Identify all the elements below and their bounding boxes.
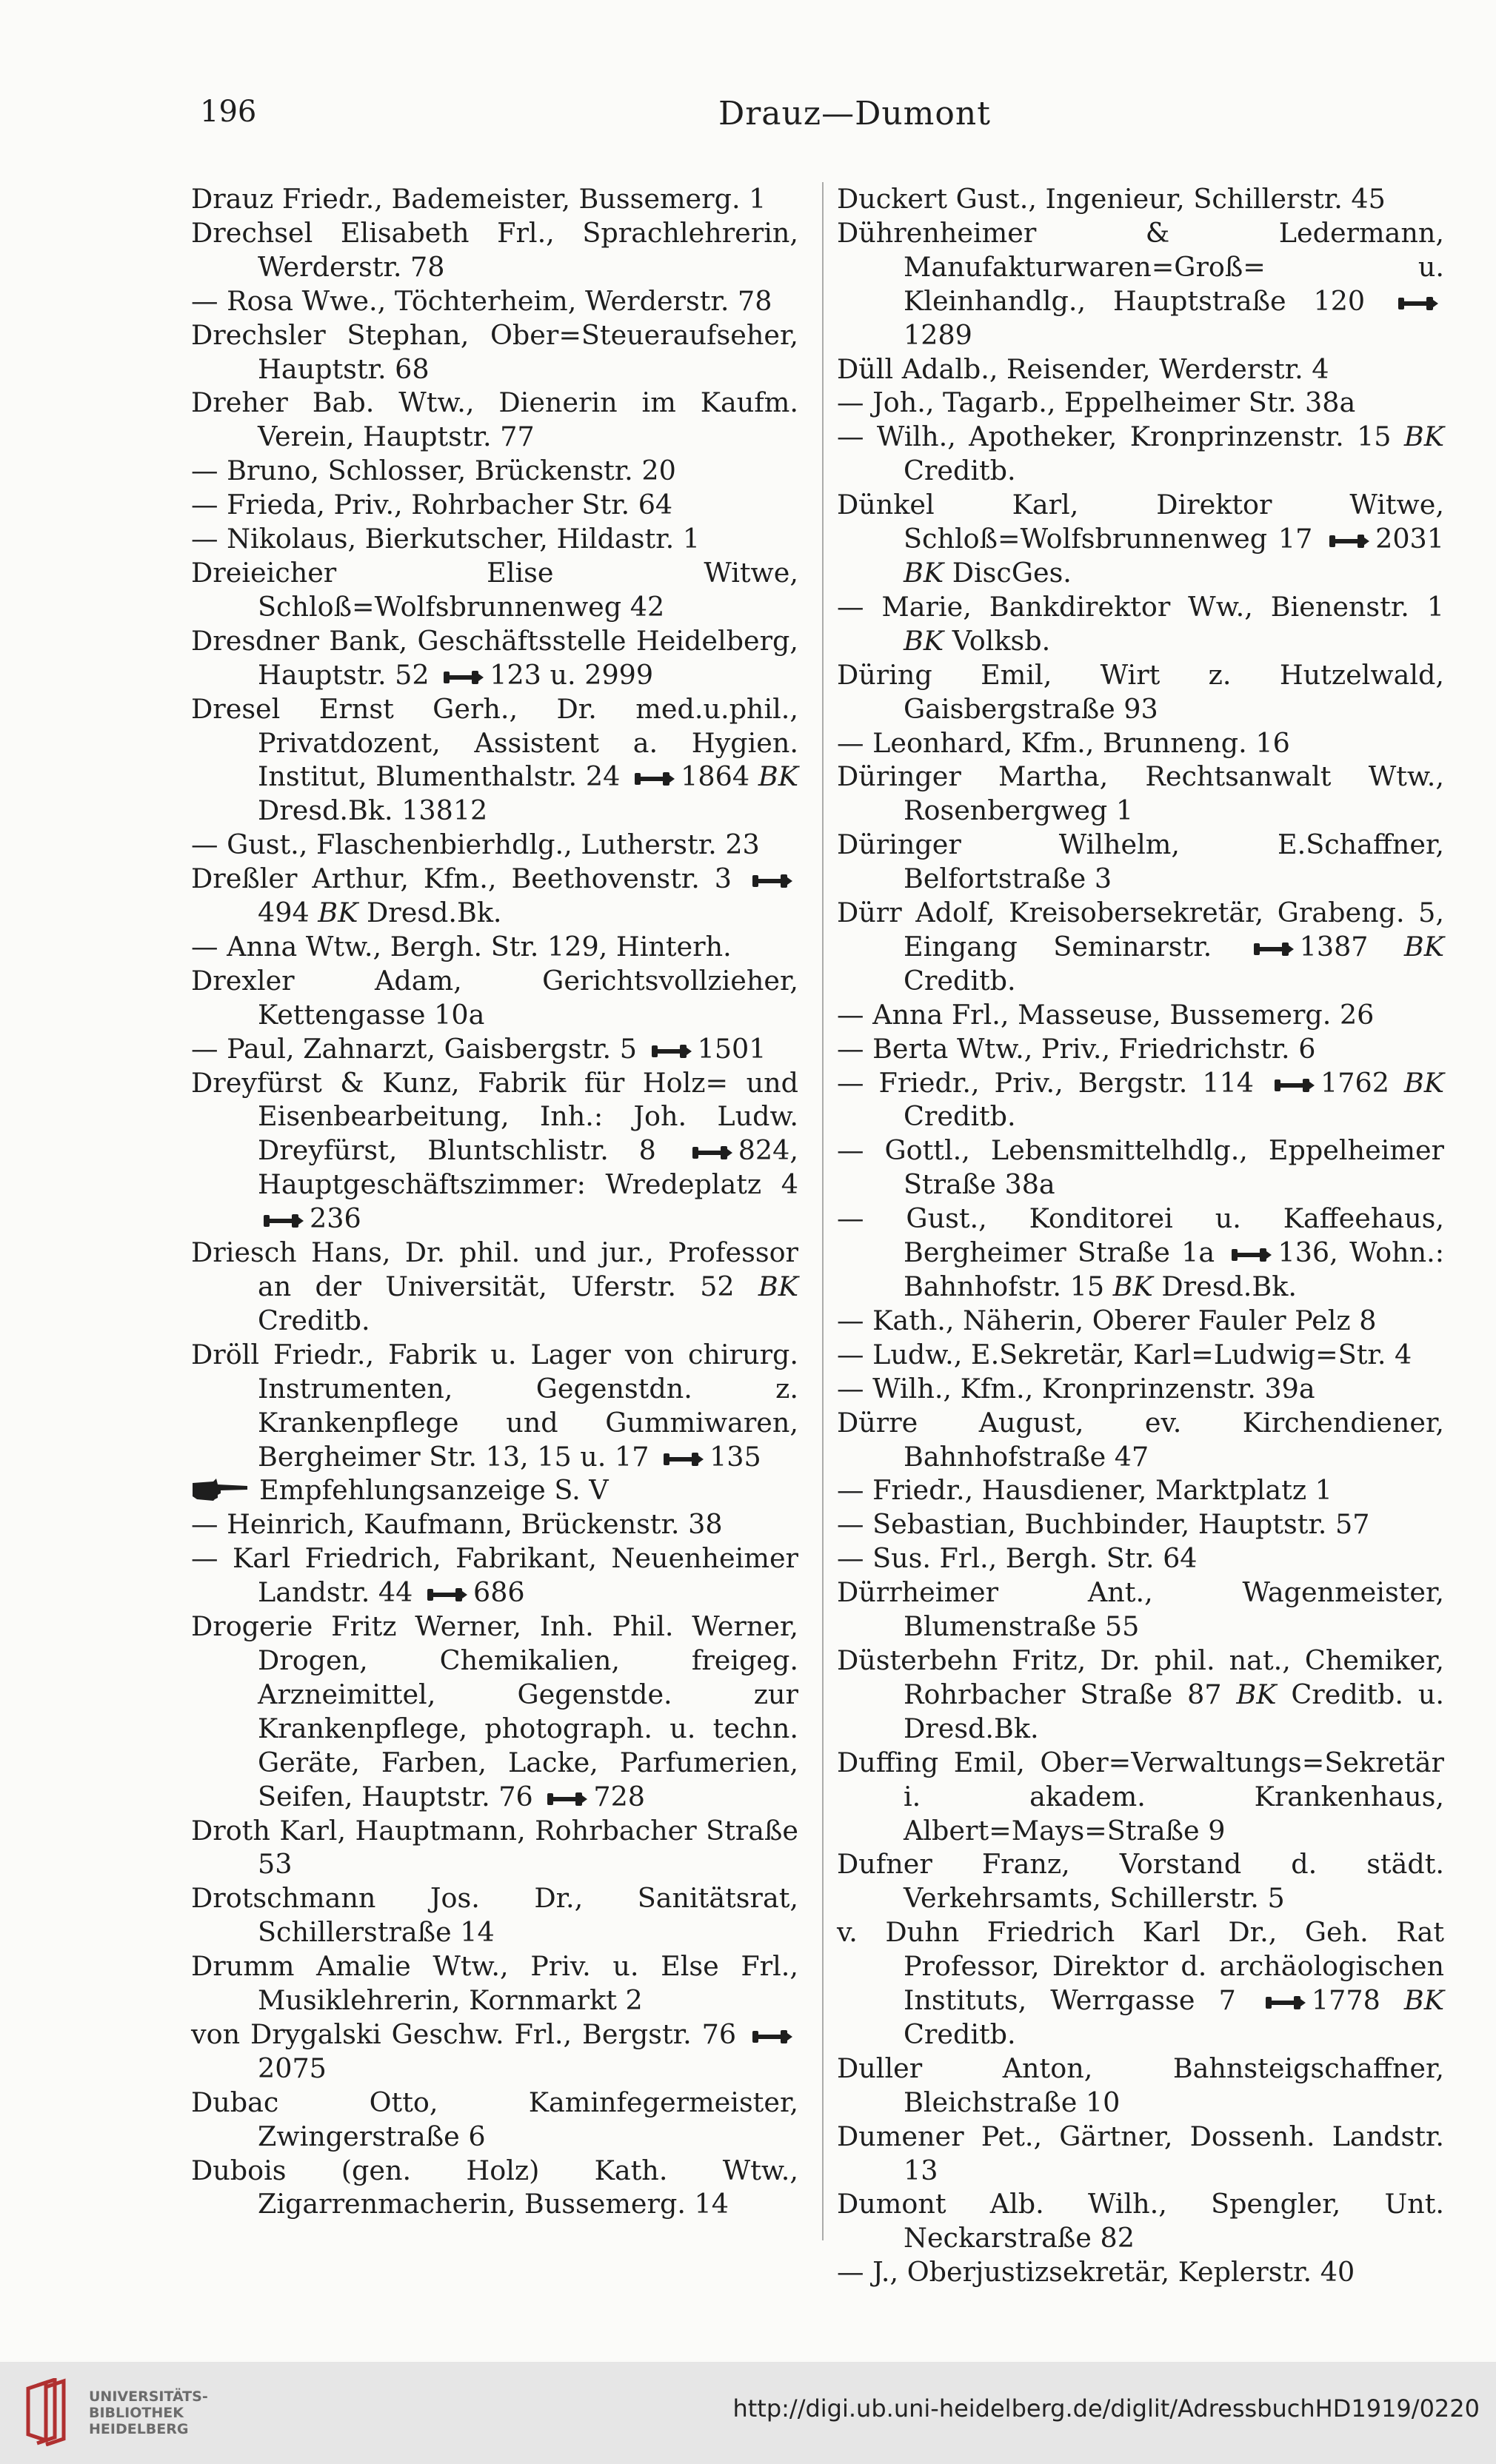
directory-entry [837,1644,1444,1746]
pointing-hand-icon [191,1477,249,1502]
entry-text: Dürr Adolf, Kreisobersekretär, Grabeng. 5, Eingang Seminarstr. [837,897,1444,962]
bank-code: BK [904,556,944,589]
directory-entry [837,1304,1444,1338]
column-divider [822,182,824,2240]
directory-entry [837,1746,1444,1848]
directory-entry [837,386,1444,420]
directory-entry [837,1406,1444,1474]
phone-number: 494 [258,897,310,929]
entry-text: Droth Karl, Hauptmann, Rohrbacher Straße 53 [191,1814,798,1881]
directory-entry [191,692,798,828]
entry-text: Duckert Gust., Ingenieur, Schillerstr. 45 [837,183,1386,215]
bank-code: BK [1236,1678,1277,1710]
directory-entry [191,1066,798,1236]
entry-text: Driesch Hans, Dr. phil. und jur., Professor an der Universität, Uferstr. 52 [191,1236,798,1302]
entry-note: Creditb. [904,964,1016,997]
entry-text: Dünkel Karl, Direktor Witwe, Schloß=Wolfsbrunnenweg 17 [837,489,1444,555]
directory-entry [191,1236,798,1338]
directory-entry [837,726,1444,760]
directory-entry [191,2018,798,2086]
telephone-icon [751,873,794,889]
directory-entry [191,318,798,386]
entry-note: Dresd.Bk. [1161,1270,1297,1302]
entry-text: — Marie, Bankdirektor Ww., Bienenstr. 1 [837,590,1444,623]
phone-number: 728 [593,1780,646,1812]
entry-text: Dreieicher Elise Witwe, Schloß=Wolfsbrunnenweg 42 [191,556,798,623]
entry-text: Duller Anton, Bahnsteigschaffner, Bleichstraße 10 [837,2052,1444,2118]
entry-note: Dresd.Bk. [258,794,393,827]
entry-note: Creditb. [904,455,1016,487]
bank-code: BK [1403,1066,1445,1099]
entry-text: — Joh., Tagarb., Eppelheimer Str. 38a [837,386,1356,419]
phone-number: 1289 [904,318,972,351]
entry-text: Dresdner Bank, Geschäftsstelle Heidelberg, Hauptstr. 52 [191,624,798,691]
entry-text: Düringer Martha, Rechtsanwalt Wtw., Rosenbergweg 1 [837,760,1444,827]
phone-number: 236 [310,1202,361,1235]
phone-number: 136, Wohn.: [1278,1236,1444,1269]
directory-entry [837,2120,1444,2188]
directory-entry [191,1881,798,1949]
entry-text: — Leonhard, Kfm., Brunneng. 16 [837,726,1290,759]
entry-text: Dührenheimer & Ledermann, Manufakturwaren=Groß= u. Kleinhandlg., Hauptstraße 120 [837,216,1444,317]
library-name-line: HEIDELBERG [89,2421,189,2437]
telephone-icon [442,669,485,686]
entry-text: — Nikolaus, Bierkutscher, Hildastr. 1 [191,523,701,555]
directory-entry [191,964,798,1032]
directory-entry [191,1473,798,1507]
library-name-line: UNIVERSITÄTS- [89,2388,208,2405]
entry-text: — Gust., Flaschenbierhdlg., Lutherstr. 23 [191,828,760,861]
entry-text: — Sebastian, Buchbinder, Hauptstr. 57 [837,1508,1370,1541]
directory-entry [191,1610,798,1813]
entry-text: Dresel Ernst Gerh., Dr. med.u.phil., Privatdozent, Assistent a. Hygien. Institut, Blumenthalstr. 24 [191,692,798,793]
entry-text: Dufner Franz, Vorstand d. städt. Verkehrsamts, Schillerstr. 5 [837,1848,1444,1915]
directory-entry [191,1032,798,1066]
directory-entry [191,386,798,454]
university-library-logo-icon [21,2378,80,2446]
entry-text: — Frieda, Priv., Rohrbacher Str. 64 [191,489,673,521]
entry-text: Empfehlungsanzeige S. V [259,1474,609,1507]
entry-text: — Anna Frl., Masseuse, Bussemerg. 26 [837,998,1375,1031]
telephone-icon [426,1587,469,1603]
entry-text: Drogerie Fritz Werner, Inh. Phil. Werner, Drogen, Chemikalien, freigeg. Arzneimittel, Gegenstde. zur Krankenpflege, photograph. u. techn. Geräte, Farben, Lacke, Parfumerien, Seifen, Hauptstr. 76 [191,1610,798,1812]
directory-entry [837,1915,1444,2052]
bank-code: BK [904,624,944,657]
telephone-icon [633,771,676,787]
entry-note: Volksb. [952,624,1051,657]
directory-entry [191,1541,798,1610]
entry-note: Creditb. u. Dresd.Bk. [904,1678,1444,1744]
entry-text: Drexler Adam, Gerichtsvollzieher, Kettengasse 10a [191,964,798,1031]
entry-text: — Ludw., E.Sekretär, Karl=Ludwig=Str. 4 [837,1338,1412,1370]
entry-text: — Gust., Konditorei u. Kaffeehaus, Bergheimer Straße 1a [837,1202,1444,1269]
postal-check-number: 13812 [401,794,488,827]
directory-entry [191,488,798,522]
entry-text: — Heinrich, Kaufmann, Brückenstr. 38 [191,1508,723,1541]
telephone-icon [691,1145,734,1161]
directory-entry [837,420,1444,488]
phone-number: 824, [738,1134,798,1167]
page-number: 196 [200,95,257,129]
directory-entry [191,522,798,556]
telephone-icon [1397,295,1440,312]
directory-entry [191,556,798,624]
directory-entry [837,2187,1444,2255]
bank-code: BK [1112,1270,1153,1302]
entry-note: DiscGes. [952,556,1072,589]
entry-note: Dresd.Bk. [366,897,502,929]
directory-entry [191,1814,798,1882]
directory-entry [837,2255,1444,2289]
phone-number: 1387 [1299,930,1369,962]
directory-entry [837,998,1444,1032]
directory-entry [837,1338,1444,1372]
entry-note: Hauptgeschäftszimmer: Wredeplatz 4 [258,1168,798,1201]
entry-note: Creditb. [904,2018,1016,2050]
directory-entry [191,930,798,964]
entry-text: — Karl Friedrich, Fabrikant, Neuenheimer Landstr. 44 [191,1542,798,1609]
phone-number: 1762 [1320,1066,1389,1099]
telephone-icon [546,1791,589,1807]
directory-entry [191,182,798,216]
entry-text: Drechsler Stephan, Ober=Steueraufseher, Hauptstr. 68 [191,318,798,385]
directory-entry [837,182,1444,216]
bank-code: BK [1403,930,1444,962]
telephone-icon [1230,1247,1273,1263]
directory-entry [191,862,798,930]
entry-text: — Paul, Zahnarzt, Gaisbergstr. 5 [191,1032,637,1065]
directory-entry [837,1202,1444,1304]
directory-entry [837,760,1444,828]
phone-number: 1864 [681,760,750,793]
directory-entry [837,1507,1444,1541]
library-footer [0,2362,1496,2464]
phone-number: 123 u. 2999 [490,658,654,691]
entry-text: — Kath., Näherin, Oberer Fauler Pelz 8 [837,1304,1377,1336]
phone-number: 135 [709,1440,761,1473]
entry-text: Düsterbehn Fritz, Dr. phil. nat., Chemiker, Rohrbacher Straße 87 [837,1644,1444,1710]
library-name [89,2388,208,2437]
entry-text: Drechsel Elisabeth Frl., Sprachlehrerin, Werderstr. 78 [191,216,798,283]
directory-entry [837,658,1444,726]
entry-text: Dumener Pet., Gärtner, Dossenh. Landstr. 13 [837,2120,1444,2186]
telephone-icon [650,1043,693,1059]
entry-text: — Wilh., Kfm., Kronprinzenstr. 39a [837,1372,1315,1405]
telephone-icon [1273,1077,1316,1094]
entry-text: Dürre August, ev. Kirchendiener, Bahnhofstraße 47 [837,1406,1444,1473]
phone-number: 686 [472,1576,525,1609]
directory-entry [837,2052,1444,2120]
telephone-icon [662,1451,705,1467]
directory-entry [837,1847,1444,1915]
entry-text: von Drygalski Geschw. Frl., Bergstr. 76 [191,2018,737,2050]
entry-text: — Berta Wtw., Priv., Friedrichstr. 6 [837,1032,1316,1065]
directory-entry [837,488,1444,590]
directory-entry [837,1372,1444,1406]
entry-text: Duffing Emil, Ober=Verwaltungs=Sekretär i. akadem. Krankenhaus, Albert=Mays=Straße 9 [837,1746,1444,1847]
directory-entry [837,590,1444,658]
bank-code: BK [1403,1984,1445,2017]
directory-entry [191,1949,798,2018]
entry-text: Dürrheimer Ant., Wagenmeister, Blumenstraße 55 [837,1576,1444,1643]
phone-number: 2075 [258,2052,327,2084]
entry-text: — Friedr., Hausdiener, Marktplatz 1 [837,1474,1332,1507]
bank-code: BK [758,760,798,793]
entry-text: Dreyfürst & Kunz, Fabrik für Holz= und Eisenbearbeitung, Inh.: Joh. Ludw. Dreyfürst, Bluntschlistr. 8 [191,1066,798,1167]
directory-entry [837,828,1444,896]
right-column [837,182,1444,2289]
directory-entry [837,1473,1444,1507]
entry-text: Düring Emil, Wirt z. Hutzelwald, Gaisbergstraße 93 [837,658,1444,725]
entry-text: Drauz Friedr., Bademeister, Bussemerg. 1 [191,183,767,215]
library-name-line: BIBLIOTHEK [89,2405,184,2421]
telephone-icon [1252,941,1295,957]
directory-entry [191,216,798,284]
phone-number: 1778 [1311,1984,1380,2017]
entry-text: Dreher Bab. Wtw., Dienerin im Kaufm. Verein, Hauptstr. 77 [191,386,798,453]
entry-note: Creditb. [904,1100,1016,1133]
bank-code: BK [318,897,358,929]
directory-entry [191,284,798,318]
directory-entry [837,1576,1444,1644]
phone-number: 1501 [697,1032,767,1065]
entry-text: Dubois (gen. Holz) Kath. Wtw., Zigarrenmacherin, Bussemerg. 14 [191,2154,798,2220]
directory-entry [191,1507,798,1541]
directory-entry [837,1541,1444,1576]
entry-text: — Friedr., Priv., Bergstr. 114 [837,1066,1255,1099]
entry-text: Dubac Otto, Kaminfegermeister, Zwingerstraße 6 [191,2086,798,2152]
entry-text: v. Duhn Friedrich Karl Dr., Geh. Rat Professor, Direktor d. archäologischen Instituts, Werrgasse 7 [837,1916,1444,2017]
bank-code: BK [758,1270,798,1302]
entry-text: — J., Oberjustizsekretär, Keplerstr. 40 [837,2256,1355,2289]
directory-entry [837,1134,1444,1202]
entry-text: Drumm Amalie Wtw., Priv. u. Else Frl., Musiklehrerin, Kornmarkt 2 [191,1950,798,2017]
directory-entry [837,896,1444,998]
entry-text: — Wilh., Apotheker, Kronprinzenstr. 15 [837,421,1392,453]
telephone-icon [1328,533,1371,549]
entry-text: — Sus. Frl., Bergh. Str. 64 [837,1542,1198,1575]
entry-text: Dumont Alb. Wilh., Spengler, Unt. Neckarstraße 82 [837,2188,1444,2254]
entry-text: Düll Adalb., Reisender, Werderstr. 4 [837,352,1329,385]
directory-entry [191,454,798,488]
entry-text: Düringer Wilhelm, E.Schaffner, Belfortstraße 3 [837,828,1444,895]
page-header [200,95,1489,139]
bank-code: BK [1403,421,1444,453]
directory-entry [837,1066,1444,1134]
entry-text: — Rosa Wwe., Töchterheim, Werderstr. 78 [191,284,772,317]
directory-entry [837,352,1444,386]
directory-entry [837,216,1444,352]
entry-note: Creditb. [258,1304,370,1336]
entry-text: — Bruno, Schlosser, Brückenstr. 20 [191,455,676,487]
directory-entry [191,1338,798,1474]
directory-entry [191,2086,798,2154]
running-head: Drauz—Dumont [718,95,991,133]
entry-text: Drotschmann Jos. Dr., Sanitätsrat, Schillerstraße 14 [191,1882,798,1949]
telephone-icon [1264,1995,1307,2011]
telephone-icon [751,2029,794,2045]
directory-entry [191,2154,798,2222]
entry-text: — Anna Wtw., Bergh. Str. 129, Hinterh. [191,930,732,962]
directory-entry [191,624,798,692]
entry-note: Bahnhofstr. 15 [904,1270,1105,1302]
phone-number: 2031 [1375,523,1444,555]
left-column [191,182,798,2221]
entry-text: — Gottl., Lebensmittelhdlg., Eppelheimer Straße 38a [837,1134,1444,1201]
telephone-icon [262,1213,305,1229]
entry-text: Dreßler Arthur, Kfm., Beethovenstr. 3 [191,863,732,895]
entry-text: Dröll Friedr., Fabrik u. Lager von chirurg. Instrumenten, Gegenstdn. z. Krankenpflege und Gummiwaren, Bergheimer Str. 13, 15 u. 17 [191,1338,798,1473]
directory-entry [837,1032,1444,1066]
digital-collection-url[interactable]: http://digi.ub.uni-heidelberg.de/diglit/AdressbuchHD1919/0220 [732,2394,1480,2423]
directory-entry [191,828,798,862]
